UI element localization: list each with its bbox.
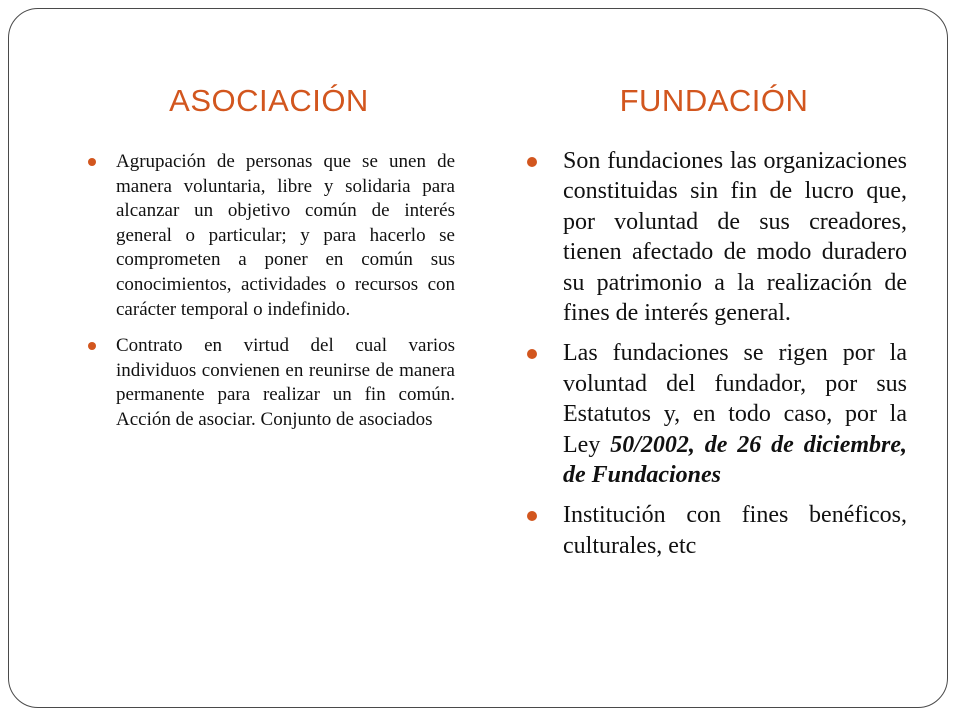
law-reference: 50/2002, de 26 de diciembre, de Fundaciones xyxy=(563,431,908,489)
bullet-icon xyxy=(527,349,537,359)
bullet-icon xyxy=(527,511,537,521)
fundacion-heading: FUNDACIÓN xyxy=(619,83,809,118)
list-item-text: Institución con fines benéficos, culturales, etc xyxy=(563,502,907,559)
list-item-text: Agrupación de personas que se unen de manera voluntaria, libre y solidaria para alcanzar un objetivo común de interés general o particular; y para hacerlo se comprometen a poner en común sus conocimientos, actividades o recursos con carácter temporal o indefinido. xyxy=(116,151,455,320)
list-item-text: Las fundaciones se rigen por la voluntad del fundador, por sus Estatutos y, en todo caso, por la Ley xyxy=(563,340,907,458)
list-item xyxy=(527,146,907,328)
list-item xyxy=(527,500,907,561)
bullet-icon xyxy=(88,158,96,166)
list-item xyxy=(88,334,455,432)
list-item xyxy=(527,338,907,490)
bullet-icon xyxy=(88,342,96,350)
fundacion-list xyxy=(527,146,907,571)
list-item-text: Contrato en virtud del cual varios individuos convienen en reunirse de manera permanente para realizar un fin común. Acción de asociar. Conjunto de asociados xyxy=(116,335,455,430)
bullet-icon xyxy=(527,157,537,167)
asociacion-heading: ASOCIACIÓN xyxy=(169,83,369,118)
list-item-text: Son fundaciones las organizaciones constituidas sin fin de lucro que, por voluntad de sus creadores, tienen afectado de modo duradero su patrimonio a la realización de fines de interés general. xyxy=(563,148,907,327)
asociacion-list xyxy=(88,150,455,445)
list-item xyxy=(88,150,455,322)
